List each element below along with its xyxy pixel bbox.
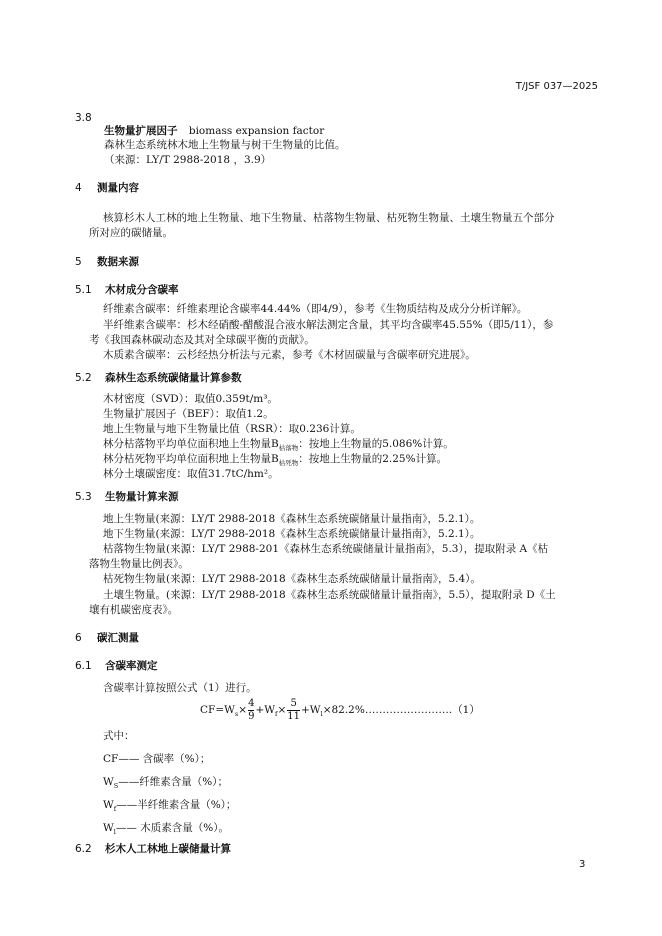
section-5-heading: [75, 255, 139, 269]
formula-lhs: CF=W: [200, 704, 235, 716]
formula-equation-number: （1）: [452, 704, 480, 716]
fraction-2-numerator: 5: [290, 697, 297, 709]
section-4-body-2: 所对应的碳储量。: [89, 227, 173, 239]
section-6-2-title: 杉木人工林地上碳储量计算: [105, 843, 231, 855]
s52-line4-sub: 枯落物: [278, 444, 299, 453]
section-5-3-title: 生物量计算来源: [105, 491, 179, 503]
formula-plus-wf: +W: [255, 704, 276, 716]
section-6-1-title: 含碳率测定: [105, 660, 158, 672]
section-4-heading: [75, 181, 139, 195]
s52-line6: 林分土壤碳密度：取值31.7tC/hm²。: [103, 468, 279, 480]
s53-line3a: 枯落物生物量(来源：LY/T 2988-201《森林生态系统碳储量计量指南》，5.3），提取附录 A《枯: [103, 543, 549, 555]
variable-cf-desc: —— 含碳率（%）；: [118, 753, 211, 765]
s52-line2: 生物量扩展因子（BEF）：取值1.2。: [103, 408, 274, 420]
variable-wf: [103, 798, 236, 816]
formula-1: [200, 695, 480, 725]
section-6-title: 碳汇测量: [97, 632, 139, 644]
variable-ws-symbol: W: [103, 776, 114, 788]
s53-line1: 地上生物量(来源：LY/T 2988-2018《森林生态系统碳储量计量指南》，5.2.1）。: [103, 513, 481, 525]
section-5-number: 5: [75, 256, 82, 268]
formula-sub-s: s: [234, 710, 239, 719]
section-5-title: 数据来源: [97, 256, 139, 268]
section-6-1-number: 6.1: [75, 660, 92, 672]
section-4-body-1: 核算杉木人工林的地上生物量、地下生物量、枯落物生物量、枯死物生物量、土壤生物量五个部分: [103, 212, 555, 224]
s53-line4: 枯死物生物量(来源：LY/T 2988-2018《森林生态系统碳储量计量指南》，5.4）。: [103, 573, 481, 585]
variable-wl: [103, 821, 229, 839]
section-6-number: 6: [75, 632, 82, 644]
s61-intro: 含碳率计算按照公式（1）进行。: [103, 682, 257, 694]
formula-plus-wl: +W: [301, 704, 321, 716]
s51-line2b: 考《我国森林碳动态及其对全球碳平衡的贡献》。: [89, 334, 315, 346]
section-5-3-heading: [75, 490, 179, 504]
fraction-1-numerator: 4: [248, 697, 255, 709]
section-5-2-number: 5.2: [75, 372, 92, 384]
s52-line3: 地上生物量与地下生物量比值（RSR）：取0.236计算。: [103, 423, 361, 435]
formula-tail: ×82.2%: [322, 704, 365, 716]
variable-wl-sub: l: [113, 828, 116, 837]
variable-wl-symbol: W: [103, 822, 114, 834]
section-3-8-number: 3.8: [75, 112, 92, 124]
section-6-1-heading: [75, 659, 158, 673]
section-5-2-title: 森林生态系统碳储量计算参数: [105, 372, 242, 384]
s51-line2a: 半纤维素含碳率：杉木经硝酸-醋酸混合液水解法测定含量，其平均含碳率45.55%（即5/11），参: [103, 319, 554, 331]
s53-line2: 地下生物量(来源：LY/T 2988-2018《森林生态系统碳储量计量指南》，5.2.1）。: [103, 528, 481, 540]
formula-times-2: ×: [277, 704, 287, 716]
source-3-8: （来源：LY/T 2988-2018 ，3.9）: [104, 154, 272, 166]
page-number: 3: [579, 859, 586, 870]
s52-line5-text: 林分枯死物平均单位面积地上生物量B: [103, 453, 279, 465]
formula-fraction-2: [287, 698, 300, 723]
s61-where: 式中：: [103, 730, 135, 742]
definition-3-8: 森林生态系统林木地上生物量与树干生物量的比值。: [104, 139, 346, 151]
variable-ws: [103, 775, 228, 793]
section-6-2-number: 6.2: [75, 843, 92, 855]
variable-ws-sub: S: [113, 782, 119, 791]
s51-line1: 纤维素含碳率：纤维素理论含碳率44.44%（即4/9），参考《生物质结构及成分分析详解》。: [103, 303, 528, 315]
section-5-3-number: 5.3: [75, 491, 92, 503]
variable-wl-desc: —— 木质素含量（%）。: [115, 822, 229, 834]
section-5-1-number: 5.1: [75, 284, 92, 296]
fraction-2-denominator: 11: [287, 710, 300, 722]
formula-fraction-1: [248, 698, 254, 723]
s52-line4-tail: ：按地上生物量的5.086%计算。: [298, 438, 454, 450]
section-6-2-heading: [75, 842, 231, 856]
s53-line3b: 落物生物量比例表》。: [89, 558, 189, 570]
formula-sub-l: l: [320, 710, 323, 719]
term-zh: 生物量扩展因子: [104, 125, 178, 137]
s53-line5b: 壤有机碳密度表》。: [89, 604, 179, 616]
variable-wf-symbol: W: [103, 799, 114, 811]
s52-line5-tail: ：按地上生物量的2.25%计算。: [298, 453, 448, 465]
header-code: T/JSF 037—2025: [515, 81, 598, 92]
formula-times-1: ×: [238, 704, 248, 716]
variable-wf-desc: ——半纤维素含量（%）；: [116, 799, 237, 811]
s51-line3: 木质素含碳率：云杉经热分析法与元素，参考《木材固碳量与含碳率研究进展》。: [103, 349, 476, 361]
s52-line4-text: 林分枯落物平均单位面积地上生物量B: [103, 438, 279, 450]
s52-line1: 木材密度（SVD）：取值0.359t/m³。: [103, 393, 278, 405]
section-4-number: 4: [75, 182, 82, 194]
section-5-1-title: 木材成分含碳率: [105, 284, 179, 296]
s53-line5a: 土壤生物量。(来源：LY/T 2988-2018《森林生态系统碳储量计量指南》，5.5），提取附录 D《土: [103, 589, 556, 601]
section-5-1-heading: [75, 283, 179, 297]
variable-ws-desc: ——纤维素含量（%）；: [118, 776, 228, 788]
s52-line5-sub: 枯死物: [278, 459, 299, 468]
term-en: biomass expansion factor: [188, 125, 325, 137]
section-5-2-heading: [75, 371, 242, 385]
formula-dots: …………………….: [364, 704, 453, 716]
section-6-heading: [75, 631, 139, 645]
variable-cf-symbol: CF: [103, 753, 119, 765]
formula-sub-f: f: [275, 710, 278, 719]
fraction-1-denominator: 9: [248, 710, 255, 722]
variable-wf-sub: f: [113, 805, 117, 814]
variable-cf: [103, 752, 210, 766]
term-3-8: [104, 124, 324, 138]
section-4-title: 测量内容: [97, 182, 139, 194]
